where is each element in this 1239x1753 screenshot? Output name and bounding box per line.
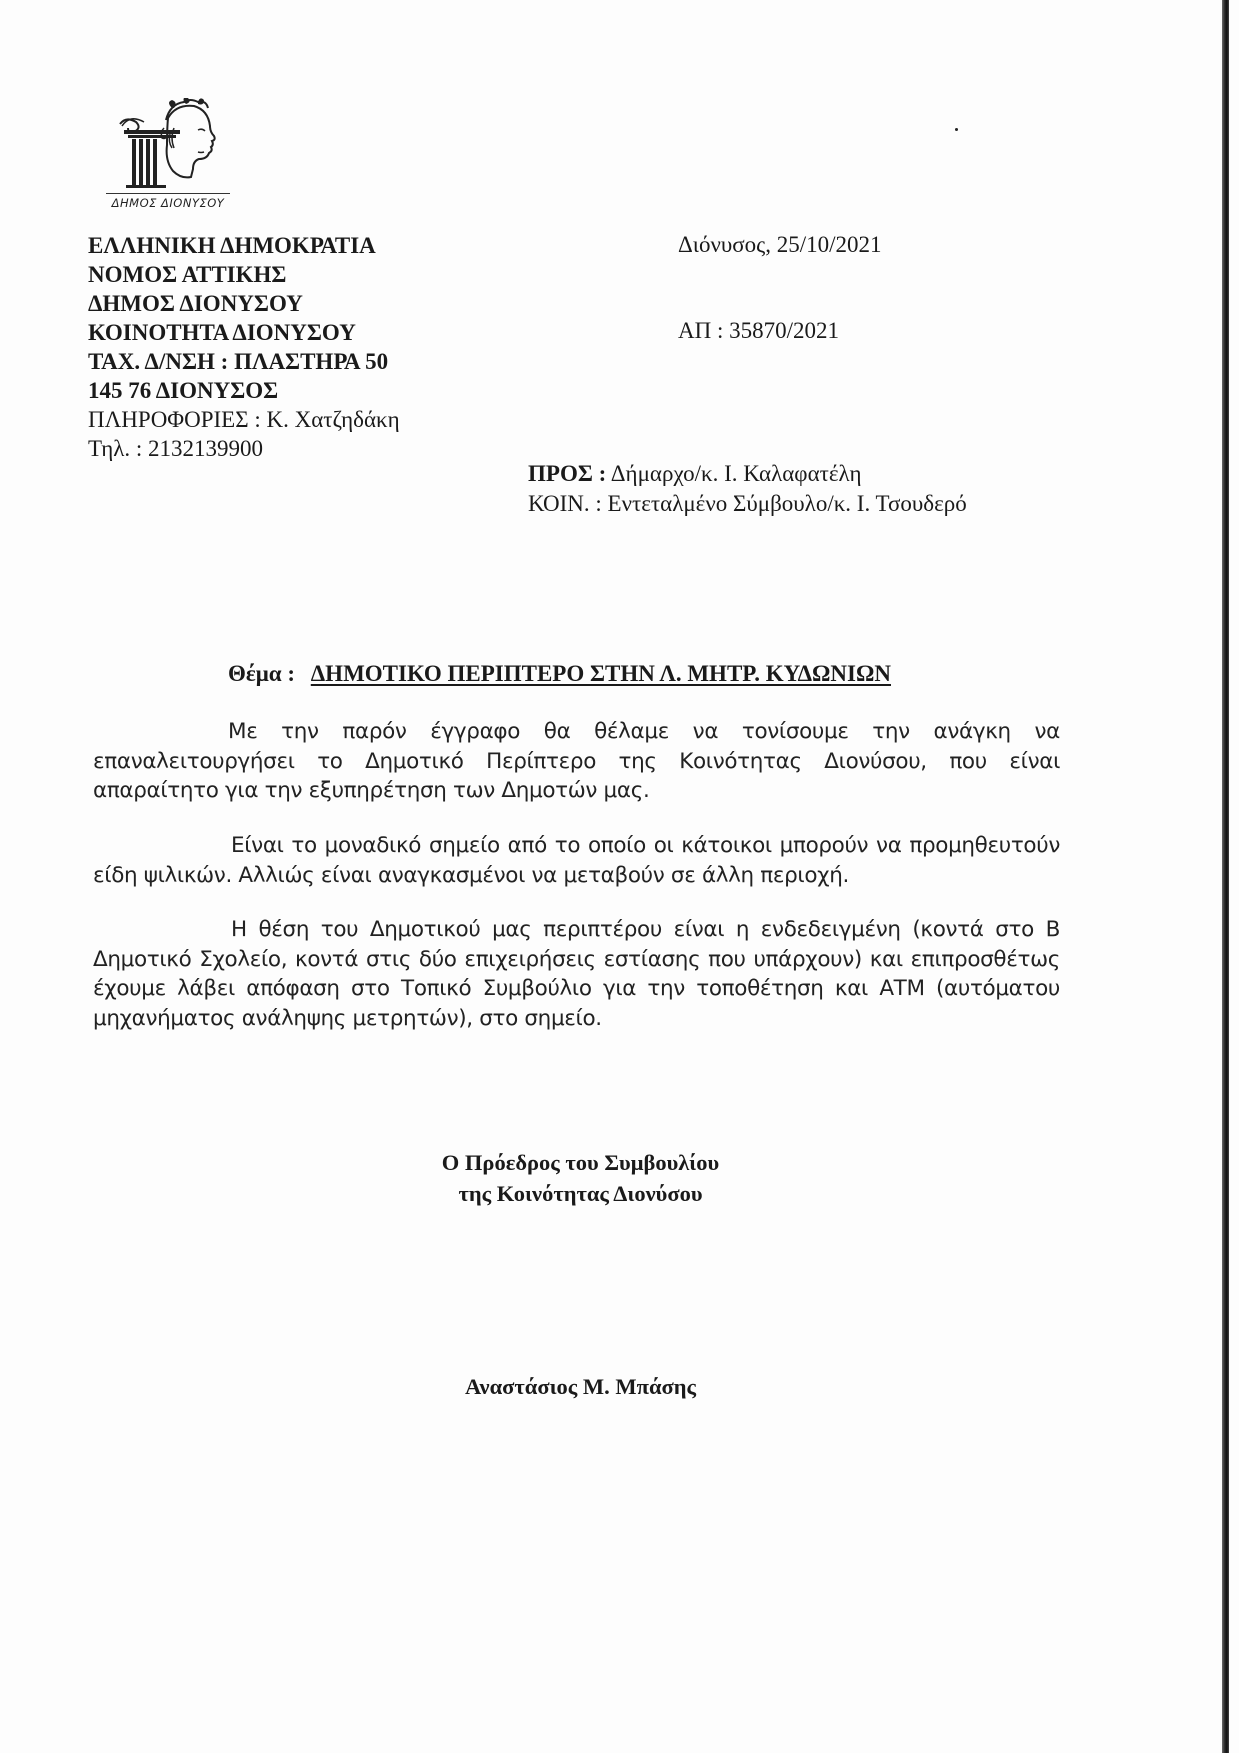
subject-label: Θέμα : — [228, 661, 296, 686]
signature-title-line: Ο Πρόεδρος του Συμβουλίου — [441, 1150, 720, 1175]
subject-text: ΔΗΜΟΤΙΚΟ ΠΕΡΙΠΤΕΡΟ ΣΤΗΝ Λ. ΜΗΤΡ. ΚΥΔΩΝΙΩΝ — [310, 661, 891, 686]
sender-line: ΚΟΙΝΟΤΗΤΑ ΔΙΟΝΥΣΟΥ — [88, 320, 356, 345]
sender-line: 145 76 ΔΙΟΝΥΣΟΣ — [88, 378, 279, 403]
logo-underline — [106, 193, 230, 194]
body-paragraph: Με την παρόν έγγραφο θα θέλαμε να τονίσουμε την ανάγκη να επαναλειτουργήσει το Δημοτικό Περίπτερο της Κοινότητας Διονύσου, που είναι απαραίτητο για την εξυπηρέτηση των Δημοτών μας. — [93, 719, 1060, 803]
protocol-number: ΑΠ : 35870/2021 — [678, 318, 839, 343]
signatory-name: Αναστάσιος Μ. Μπάσης — [464, 1374, 697, 1399]
scan-speck — [955, 128, 958, 131]
recipient-cc-label: ΚΟΙΝ. — [528, 491, 590, 516]
sender-line: ΔΗΜΟΣ ΔΙΟΝΥΣΟΥ — [88, 291, 303, 316]
recipient-to-value: Δήμαρχο/κ. Ι. Καλαφατέλη — [610, 461, 862, 486]
signature-title-line: της Κοινότητας Διονύσου — [458, 1181, 703, 1206]
logo-caption: ΔΗΜΟΣ ΔΙΟΝΥΣΟΥ — [111, 196, 225, 210]
sender-info: ΠΛΗΡΟΦΟΡΙΕΣ : Κ. Χατζηδάκη — [88, 407, 400, 432]
signature-title — [0, 1147, 1161, 1209]
municipality-logo — [98, 98, 238, 216]
recipient-to — [528, 459, 967, 489]
sender-line: ΕΛΛΗΝΙΚΗ ΔΗΜΟΚΡΑΤΙΑ — [88, 233, 376, 258]
recipients-block — [528, 459, 967, 519]
recipient-cc-value: : Εντεταλμένο Σύμβουλο/κ. Ι. Τσουδερό — [595, 491, 967, 516]
sender-block — [88, 231, 400, 463]
subject-line — [228, 661, 891, 687]
recipient-cc — [528, 489, 967, 519]
dionysus-head-column-icon — [118, 98, 218, 190]
body-paragraph: Είναι το μοναδικό σημείο από το οποίο οι κάτοικοι μπορούν να προμηθευτούν είδη ψιλικών. Αλλιώς είναι αναγκασμένοι να μεταβούν σε άλλη περιοχή. — [93, 833, 1060, 888]
sender-phone: Τηλ. : 2132139900 — [88, 436, 264, 461]
document-date: Διόνυσος, 25/10/2021 — [678, 232, 882, 257]
scan-shadow-edge — [1222, 0, 1229, 1753]
body-paragraph: Η θέση του Δημοτικού μας περιπτέρου είναι η ενδεδειγμένη (κοντά στο Β Δημοτικό Σχολείο, κοντά στις δύο επιχειρήσεις εστίασης που υπάρχουν) και επιπροσθέτως έχουμε λάβει απόφαση στο Τοπικό Συμβούλιο για την τοποθέτηση και ΑΤΜ (αυτόματου μηχανήματος ανάληψης μετρητών), στο σημείο. — [93, 917, 1060, 1031]
recipient-to-label: ΠΡΟΣ : — [528, 461, 607, 486]
sender-line: ΤΑΧ. Δ/ΝΣΗ : ΠΛΑΣΤΗΡΑ 50 — [88, 349, 389, 374]
sender-line: ΝΟΜΟΣ ΑΤΤΙΚΗΣ — [88, 262, 287, 287]
